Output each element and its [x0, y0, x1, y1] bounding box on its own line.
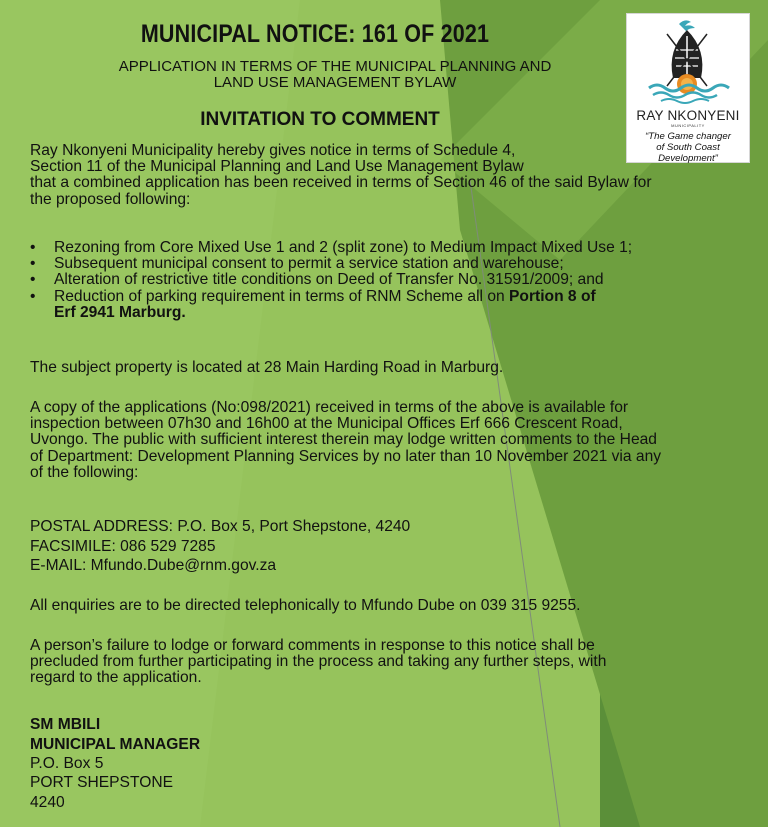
bullet-icon: •: [30, 287, 36, 305]
failure-paragraph: A person’s failure to lodge or forward comments in response to this notice shall be precluded from further participating in the process and taking any further steps, with regard to the application.: [30, 637, 607, 687]
list-item: • Reduction of parking requirement in terms of RNM Scheme all on Portion 8 of Erf 2941 Marburg.: [30, 287, 596, 321]
property-reference: Portion 8 of Erf 2941 Marburg.: [54, 287, 596, 321]
facsimile: FACSIMILE: 086 529 7285: [30, 538, 216, 555]
postal-address: POSTAL ADDRESS: P.O. Box 5, Port Shepstone, 4240: [30, 518, 411, 535]
logo-name: RAY NKONYENI: [636, 108, 740, 123]
invitation-heading: INVITATION TO COMMENT: [200, 109, 440, 130]
property-paragraph: The subject property is located at 28 Main Harding Road in Marburg.: [30, 359, 504, 376]
shield-emblem-icon: [627, 14, 749, 109]
address-line: PORT SHEPSTONE: [30, 774, 173, 791]
intro-paragraph: Ray Nkonyeni Municipality hereby gives notice in terms of Schedule 4, Section 11 of the Municipal Planning and Land Use Management Bylaw that a combined application has been received in terms of Section 46 of the said Bylaw for the proposed following:: [30, 142, 652, 208]
list-item: • Alteration of restrictive title conditions on Deed of Transfer No. 31591/2009; and: [30, 271, 604, 289]
email-address[interactable]: E-MAIL: Mfundo.Dube@rnm.gov.za: [30, 557, 277, 574]
signatory-name: SM MBILI: [30, 716, 101, 733]
notice-title: MUNICIPAL NOTICE: 161 OF 2021: [140, 20, 490, 48]
list-item: • Rezoning from Core Mixed Use 1 and 2 (split zone) to Medium Impact Mixed Use 1;: [30, 239, 633, 256]
municipality-logo: [626, 13, 750, 163]
bullet-icon: •: [30, 239, 36, 256]
logo-subtitle: MUNICIPALITY: [671, 123, 705, 128]
enquiries-paragraph: All enquiries are to be directed telephonically to Mfundo Dube on 039 315 9255.: [30, 597, 581, 614]
copy-paragraph: A copy of the applications (No:098/2021) received in terms of the above is available for inspection between 07h30 and 16h00 at the Municipal Offices Erf 666 Crescent Road, Uvongo. The public with sufficient interest therein may lodge written comments to the Head of Department: Development Planning Services by no later than 10 November 2021 via any of the following:: [30, 399, 662, 481]
logo-tagline: “The Game changer of South Coast Development”: [645, 131, 731, 164]
signatory-title: MUNICIPAL MANAGER: [30, 736, 201, 753]
bullet-icon: •: [30, 271, 36, 289]
address-line: 4240: [30, 794, 65, 811]
bullet-icon: •: [30, 255, 36, 273]
address-line: P.O. Box 5: [30, 755, 104, 772]
list-item: • Subsequent municipal consent to permit a service station and warehouse;: [30, 255, 564, 273]
notice-subtitle: APPLICATION IN TERMS OF THE MUNICIPAL PLANNING AND LAND USE MANAGEMENT BYLAW: [118, 58, 552, 91]
proposal-list: [28, 240, 738, 321]
